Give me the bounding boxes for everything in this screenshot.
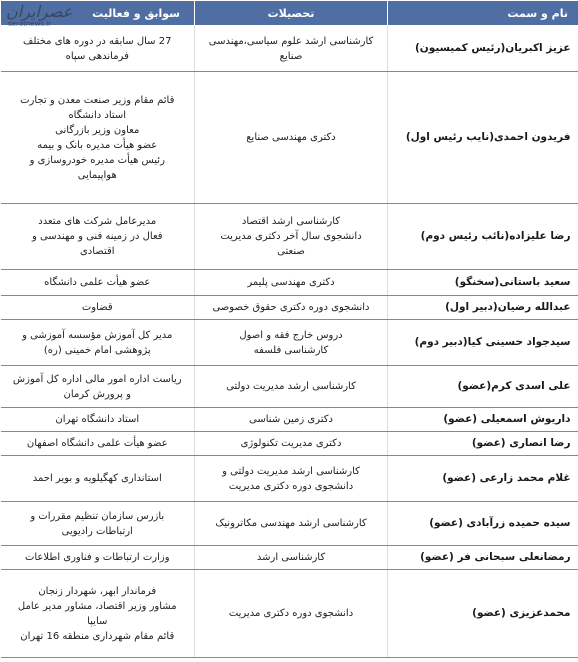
activity-line: استانداری کهگیلویه و بویر احمد (32, 473, 162, 484)
activity-line: استاد دانشگاه (68, 109, 127, 121)
member-education (195, 502, 388, 546)
member-activities (1, 570, 195, 658)
header-name-position: نام و سمت (388, 1, 578, 26)
header-activities: سوابق و فعالیت (1, 1, 195, 26)
activity-line: مدیرعامل شرکت های متعدد (38, 216, 157, 227)
member-activities (1, 502, 195, 546)
activity-line: مشاور وزیر اقتصاد، مشاور مدیر عامل (17, 600, 177, 612)
table-row (1, 204, 578, 270)
education-line: کارشناسی ارشد مهندسی مکاترونیک (215, 518, 367, 529)
member-name: عبدالله رضیان(دبیر اول) (388, 296, 578, 320)
member-activities (1, 546, 195, 570)
activity-line: استاد دانشگاه تهران (55, 414, 140, 425)
table-row (1, 270, 578, 296)
education-line: دانشجوی دوره دکتری مدیریت (228, 480, 354, 492)
table-row (1, 502, 578, 546)
education-line: دکتری مدیریت تکنولوژی (240, 438, 342, 449)
member-name: رضا علیزاده(نائب رئیس دوم) (388, 204, 578, 270)
member-education (195, 72, 388, 204)
member-education (195, 296, 388, 320)
member-education (195, 320, 388, 366)
member-education (195, 432, 388, 456)
activity-line: اقتصادی (79, 246, 115, 257)
activity-line: وزارت ارتباطات و فناوری اطلاعات (24, 552, 170, 563)
education-line: کارشناسی ارشد اقتصاد (241, 216, 341, 227)
member-name: غلام محمد زارعی (عضو) (388, 456, 578, 502)
activity-line: 27 سال سابقه در دوره های مختلف (23, 35, 172, 47)
activity-line: عضو هیأت علمی دانشگاه اصفهان (26, 438, 168, 449)
member-activities (1, 366, 195, 408)
education-line: کارشناسی ارشد علوم سیاسی،مهندسی (208, 35, 374, 47)
activity-line: فرماندار ابهر، شهردار زنجان (38, 585, 157, 597)
member-name: عزیز اکبریان(رئیس کمیسیون) (388, 26, 578, 72)
education-line: کارشناسی ارشد مدیریت دولتی (226, 381, 356, 392)
member-activities (1, 320, 195, 366)
activity-line: پژوهشی امام خمینی (ره) (43, 344, 151, 356)
member-name: سیدجواد حسینی کیا(دبیر دوم) (388, 320, 578, 366)
member-activities (1, 296, 195, 320)
member-education (195, 456, 388, 502)
education-line: دکتری مهندسی پلیمر (247, 277, 335, 288)
member-activities (1, 72, 195, 204)
member-education (195, 270, 388, 296)
member-activities (1, 408, 195, 432)
activity-line: معاون وزیر بازرگانی (55, 124, 140, 136)
education-line: دانشجوی سال آخر دکتری مدیریت (220, 231, 362, 242)
table-row (1, 26, 578, 72)
table-row (1, 456, 578, 502)
member-activities (1, 270, 195, 296)
table-row (1, 320, 578, 366)
table-row (1, 546, 578, 570)
activity-line: ارتباطات رادیویی (61, 525, 133, 537)
education-line: کارشناسی ارشد مدیریت دولتی و (222, 465, 360, 477)
table-row (1, 408, 578, 432)
activity-line: فعال در زمینه فنی و مهندسی و (31, 231, 163, 242)
education-line: دکتری زمین شناسی (249, 414, 333, 425)
member-activities (1, 26, 195, 72)
education-line: دانشجوی دوره دکتری حقوق خصوصی (212, 302, 370, 313)
watermark-logo: عصرایران (6, 2, 73, 21)
education-line: دانشجوی دوره دکتری مدیریت (228, 608, 354, 619)
member-education (195, 366, 388, 408)
header-education: تحصیلات (195, 1, 388, 26)
member-name: داریوش اسمعیلی (عضو) (388, 408, 578, 432)
member-name: سیده حمیده زرآبادی (عضو) (388, 502, 578, 546)
member-activities (1, 204, 195, 270)
member-name: فریدون احمدی(نایب رئیس اول) (388, 72, 578, 204)
activity-line: هواپیمایی (77, 169, 117, 181)
member-education (195, 408, 388, 432)
table-row (1, 296, 578, 320)
member-name: علی اسدی کرم(عضو) (388, 366, 578, 408)
member-education (195, 204, 388, 270)
education-line: کارشناسی ارشد (256, 552, 326, 563)
education-line: دروس خارج فقه و اصول (239, 329, 343, 341)
activity-line: ریاست اداره امور مالی اداره کل آموزش (12, 373, 182, 385)
activity-line: سایپا (87, 615, 108, 627)
activity-line: بازرس سازمان تنظیم مقررات و (30, 510, 165, 522)
member-name: سعید باستانی(سخنگو) (388, 270, 578, 296)
education-line: کارشناسی فلسفه (253, 344, 329, 356)
member-name: رضا انصاری (عضو) (388, 432, 578, 456)
watermark-site: seratnews.ir (8, 20, 52, 28)
member-activities (1, 456, 195, 502)
activity-line: عضو هیأت علمی دانشگاه (44, 277, 151, 288)
member-education (195, 546, 388, 570)
activity-line: مدیر کل آموزش مؤسسه آموزشی و (22, 329, 173, 341)
table-row (1, 72, 578, 204)
member-education (195, 26, 388, 72)
activity-line: فرماندهی سپاه (65, 50, 129, 62)
table-row (1, 432, 578, 456)
member-activities (1, 432, 195, 456)
activity-line: قائم مقام شهرداری منطقه 16 تهران (20, 630, 175, 642)
table-row (1, 366, 578, 408)
activity-line: و پرورش کرمان (63, 388, 131, 400)
table-header-row (1, 1, 578, 26)
education-line: صنایع (279, 50, 303, 62)
activity-line: عضو هیأت مدیره بانک و بیمه (37, 139, 158, 151)
activity-line: رئیس هیأت مدیره خودروسازی و (29, 154, 165, 166)
member-name: محمدعزیزی (عضو) (388, 570, 578, 658)
activity-line: قائم مقام وزیر صنعت معدن و تجارت (20, 94, 175, 106)
member-name: رمضانعلی سبحانی فر (عضو) (388, 546, 578, 570)
table-body (1, 26, 578, 658)
table-row (1, 570, 578, 658)
education-line: دکتری مهندسی صنایع (246, 132, 336, 143)
activity-line: قضاوت (81, 302, 113, 313)
member-education (195, 570, 388, 658)
education-line: صنعتی (277, 246, 305, 257)
